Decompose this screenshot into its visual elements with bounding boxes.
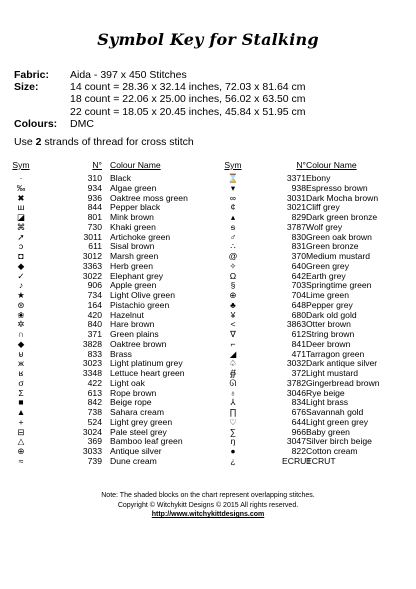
symbol-icon: ♪ xyxy=(18,280,24,291)
dmc-number: 704 xyxy=(291,290,306,300)
dmc-number: 680 xyxy=(291,309,306,320)
symbol-icon: ◆ xyxy=(17,338,25,349)
colour-name: Deer brown xyxy=(306,338,351,349)
colour-name: String brown xyxy=(306,329,355,339)
colour-name: Sahara cream xyxy=(110,407,164,417)
colour-name: Khaki green xyxy=(110,221,156,232)
dmc-number: ECRUT xyxy=(282,455,312,466)
symbol-icon: ¢ xyxy=(230,202,236,213)
colour-name: Elephant grey xyxy=(110,270,164,281)
dmc-number: 524 xyxy=(87,416,102,427)
symbol-icon: △ xyxy=(17,436,25,447)
header-sym: Sym xyxy=(224,160,242,170)
symbol-icon: ŋ xyxy=(230,436,236,447)
dmc-number: 640 xyxy=(291,260,306,271)
colour-name: Oaktree moss green xyxy=(110,192,188,203)
colour-name: Dark old gold xyxy=(306,309,357,320)
colour-name: Algae green xyxy=(110,182,157,193)
symbol-icon: ¥ xyxy=(230,309,236,320)
symbol-icon: ✓ xyxy=(17,270,25,281)
colour-name: Mink brown xyxy=(110,212,154,222)
colour-name: Antique silver xyxy=(110,446,162,456)
size-value-22: 22 count = 18.05 x 20.45 inches, 45.84 x 51.95 cm xyxy=(70,105,306,118)
dmc-number: 420 xyxy=(87,309,102,320)
dmc-number: 830 xyxy=(291,231,306,242)
symbol-icon: Ω xyxy=(229,270,237,281)
size-label: Size: xyxy=(14,81,39,94)
symbol-icon: ♣ xyxy=(230,299,236,310)
fabric-row xyxy=(14,69,306,81)
colour-name: Espresso brown xyxy=(306,182,368,193)
header-sym: Sym xyxy=(12,160,30,170)
symbol-icon: ⌐ xyxy=(230,338,236,349)
symbol-icon: ◪ xyxy=(16,212,26,222)
symbol-icon: ᘏ xyxy=(229,377,237,388)
symbol-icon: ⊟ xyxy=(17,426,25,437)
symbol-icon: Σ xyxy=(18,387,24,398)
dmc-number: 642 xyxy=(291,270,306,281)
dmc-number: 829 xyxy=(291,212,306,222)
symbol-icon: ⌛ xyxy=(227,173,239,183)
colour-name: Brass xyxy=(110,348,132,359)
dmc-number: 3828 xyxy=(82,338,102,349)
website-link[interactable]: http://www.witchykittdesigns.com xyxy=(151,511,265,518)
header-num: N° xyxy=(92,160,102,170)
symbol-icon: ∯ xyxy=(229,368,237,378)
colour-name: Black xyxy=(110,173,132,183)
colour-name: Cliff grey xyxy=(306,202,340,213)
footer xyxy=(0,491,416,520)
symbol-icon: + xyxy=(18,416,24,427)
dmc-number: 730 xyxy=(87,221,102,232)
colour-name: Bamboo leaf green xyxy=(110,436,183,447)
symbol-icon: ❀ xyxy=(17,309,25,320)
dmc-number: 801 xyxy=(87,212,102,222)
dmc-number: 371 xyxy=(87,329,102,339)
dmc-number: 936 xyxy=(87,192,102,203)
dmc-number: 676 xyxy=(291,407,306,417)
symbol-icon: ж xyxy=(18,358,24,369)
colour-name: Dark Mocha brown xyxy=(306,192,379,203)
colour-name: Wolf grey xyxy=(306,221,343,232)
dmc-number: 844 xyxy=(87,202,102,213)
dmc-number: 3371 xyxy=(286,173,306,183)
dmc-number: 3047 xyxy=(286,436,306,447)
symbol-icon: ■ xyxy=(18,397,24,408)
dmc-number: 906 xyxy=(87,280,102,291)
strand-count: 2 xyxy=(35,136,42,148)
dmc-number: 703 xyxy=(291,280,306,291)
symbol-icon: § xyxy=(230,280,236,291)
dmc-number: 370 xyxy=(291,251,306,261)
symbol-icon: ⊕ xyxy=(229,290,237,300)
colours-row xyxy=(14,118,306,130)
symbol-icon: σ xyxy=(18,377,24,388)
colour-name: Green plains xyxy=(110,329,159,339)
colour-name: Springtime green xyxy=(306,280,372,291)
symbol-icon: ▴ xyxy=(230,212,236,222)
fabric-label: Fabric: xyxy=(14,69,50,81)
colour-name: Hazelnut xyxy=(110,309,144,320)
symbol-icon: · xyxy=(19,173,23,183)
dmc-number: 822 xyxy=(291,446,306,456)
colour-name: Rye beige xyxy=(306,387,345,398)
size-value-14: 14 count = 28.36 x 32.14 inches, 72.03 x 81.64 cm xyxy=(70,81,306,94)
dmc-number: 422 xyxy=(87,377,102,388)
symbol-icon: ⊌ xyxy=(17,348,25,359)
size-value-18: 18 count = 22.06 x 25.00 inches, 56.02 x 63.50 cm xyxy=(70,93,306,106)
colour-name: Light platinum grey xyxy=(110,358,183,369)
colour-name: Green oak brown xyxy=(306,231,372,242)
colour-name: Pistachio green xyxy=(110,299,170,310)
colour-name: Otter brown xyxy=(306,319,351,330)
colour-name: Pepper grey xyxy=(306,299,353,310)
dmc-number: 831 xyxy=(291,241,306,252)
size-row xyxy=(14,93,306,105)
dmc-number: 938 xyxy=(291,182,306,193)
colour-name: Green bronze xyxy=(306,241,359,252)
footer-copyright: Copyright © Witchykitt Designs © 2015 All rights reserved. xyxy=(117,501,299,509)
dmc-number: 734 xyxy=(87,290,102,300)
symbol-icon: ● xyxy=(230,446,236,456)
dmc-number: 3031 xyxy=(286,192,306,203)
colour-name: Light Olive green xyxy=(110,290,175,300)
dmc-number: 613 xyxy=(87,387,102,398)
colour-name: Green grey xyxy=(306,260,349,271)
symbol-icon: ♂ xyxy=(229,231,237,242)
colour-name: Light grey green xyxy=(110,416,173,427)
dmc-number: 3046 xyxy=(286,387,306,398)
symbol-icon: ♁ xyxy=(229,387,237,398)
symbol-icon: ш xyxy=(17,202,25,213)
dmc-number: 3022 xyxy=(82,270,102,281)
symbol-icon: ∑ xyxy=(229,426,237,437)
colour-name: Beige rope xyxy=(110,397,152,408)
symbol-icon: ⅄ xyxy=(230,397,236,408)
symbol-icon: ➚ xyxy=(17,231,25,242)
header-num: N° xyxy=(296,160,306,170)
colour-name: Pepper black xyxy=(110,202,161,213)
pattern-info xyxy=(14,69,306,130)
footer-note: Note: The shaded blocks on the chart represent overlapping stitches. xyxy=(101,492,315,499)
dmc-number: 739 xyxy=(87,455,102,466)
dmc-number: 834 xyxy=(291,397,306,408)
symbol-icon: ▲ xyxy=(16,407,26,417)
colour-name: Artichoke green xyxy=(110,231,171,242)
symbol-icon: ᵴ xyxy=(230,221,236,232)
dmc-number: 372 xyxy=(291,368,306,378)
colour-name: Light mustard xyxy=(306,368,359,378)
symbol-icon: ◘ xyxy=(18,251,24,261)
page-title: Symbol Key for Stalking xyxy=(97,30,319,49)
colour-name: Silver birch beige xyxy=(306,436,372,447)
dmc-number: 833 xyxy=(87,348,102,359)
dmc-number: 164 xyxy=(87,299,102,310)
colour-name: Lime green xyxy=(306,290,349,300)
dmc-number: 3021 xyxy=(286,202,306,213)
colour-name: Earth grey xyxy=(306,270,346,281)
colour-name: Rope brown xyxy=(110,387,157,398)
symbol-icon: ◢ xyxy=(229,348,237,359)
symbol-icon: ¿ xyxy=(230,455,236,466)
symbol-icon: ∩ xyxy=(17,329,25,339)
colour-name: Lettuce heart green xyxy=(110,368,185,378)
colour-name: Sisal brown xyxy=(110,241,155,252)
symbol-icon: ✧ xyxy=(229,260,237,271)
symbol-icon: ⌘ xyxy=(16,221,26,232)
symbol-icon: ◆ xyxy=(17,260,25,271)
dmc-number: 648 xyxy=(291,299,306,310)
symbol-icon: ✲ xyxy=(17,319,25,330)
symbol-icon: ʁ xyxy=(18,368,24,378)
colour-name: Dune cream xyxy=(110,455,157,466)
symbol-icon: ★ xyxy=(17,290,25,300)
dmc-number: 612 xyxy=(291,329,306,339)
colour-name: Apple green xyxy=(110,280,157,291)
colour-name: Light brass xyxy=(306,397,349,408)
colour-name: Oaktree brown xyxy=(110,338,167,349)
dmc-number: 738 xyxy=(87,407,102,417)
symbol-icon: < xyxy=(230,319,236,330)
dmc-number: 841 xyxy=(291,338,306,349)
header-name: Colour Name xyxy=(110,160,161,170)
colour-name: Herb green xyxy=(110,260,153,271)
dmc-number: 3782 xyxy=(286,377,306,388)
symbol-icon: ≈ xyxy=(18,455,24,466)
size-row xyxy=(14,81,306,93)
dmc-number: 3024 xyxy=(82,426,102,437)
colour-name: Gingerbread brown xyxy=(306,377,380,388)
strand-instruction: Use 2 strands of thread for cross stitch xyxy=(14,136,194,148)
colour-name: ECRUT xyxy=(306,455,336,466)
symbol-icon: ⊛ xyxy=(17,299,25,310)
colour-name: Light green grey xyxy=(306,416,369,427)
colour-name: Medium mustard xyxy=(306,251,370,261)
symbol-icon: ▾ xyxy=(230,182,236,193)
dmc-number: 369 xyxy=(87,436,102,447)
symbol-icon: ♤ xyxy=(229,358,237,369)
dmc-number: 3863 xyxy=(286,319,306,330)
symbol-icon: ‰ xyxy=(16,182,26,193)
symbol-icon: ✖ xyxy=(17,192,25,203)
dmc-number: 644 xyxy=(291,416,306,427)
symbol-icon: ∴ xyxy=(230,241,236,252)
dmc-number: 934 xyxy=(87,182,102,193)
colour-name: Dark green bronze xyxy=(306,212,378,222)
colour-name: Baby green xyxy=(306,426,350,437)
colour-name: Marsh green xyxy=(110,251,159,261)
colour-name: Savannah gold xyxy=(306,407,364,417)
symbol-icon: ♡ xyxy=(229,416,237,427)
dmc-number: 3787 xyxy=(286,221,306,232)
dmc-number: 842 xyxy=(87,397,102,408)
colour-name: Ebony xyxy=(306,173,331,183)
colour-name: Hare brown xyxy=(110,319,155,330)
symbol-icon: @ xyxy=(228,251,238,261)
colour-name: Tarragon green xyxy=(306,348,365,359)
dmc-number: 611 xyxy=(88,241,102,252)
dmc-number: 3363 xyxy=(82,260,102,271)
symbol-icon: ∇ xyxy=(230,329,236,339)
header-name: Colour Name xyxy=(306,160,357,170)
dmc-number: 966 xyxy=(291,426,306,437)
colour-name: Light oak xyxy=(110,377,145,388)
size-row xyxy=(14,106,306,118)
colours-value: DMC xyxy=(70,117,94,130)
symbol-icon: ∏ xyxy=(229,407,237,417)
fabric-value: Aida - 397 x 450 Stitches xyxy=(70,69,187,81)
dmc-number: 840 xyxy=(87,319,102,330)
dmc-number: 3012 xyxy=(82,251,102,261)
dmc-number: 3033 xyxy=(82,446,102,456)
dmc-number: 3348 xyxy=(82,368,102,378)
symbol-icon: ⊕ xyxy=(17,446,25,456)
colour-name: Pale steel grey xyxy=(110,426,167,437)
colour-name: Cotton cream xyxy=(306,446,358,456)
symbol-icon: ∞ xyxy=(229,192,237,203)
dmc-number: 471 xyxy=(291,348,306,359)
dmc-number: 3023 xyxy=(82,358,102,369)
dmc-number: 3032 xyxy=(286,358,306,369)
colour-name: Dark antique silver xyxy=(306,358,378,369)
dmc-number: 3011 xyxy=(83,231,102,242)
dmc-number: 310 xyxy=(87,173,102,183)
colours-label: Colours: xyxy=(14,117,58,130)
symbol-icon: ↄ xyxy=(18,241,24,252)
